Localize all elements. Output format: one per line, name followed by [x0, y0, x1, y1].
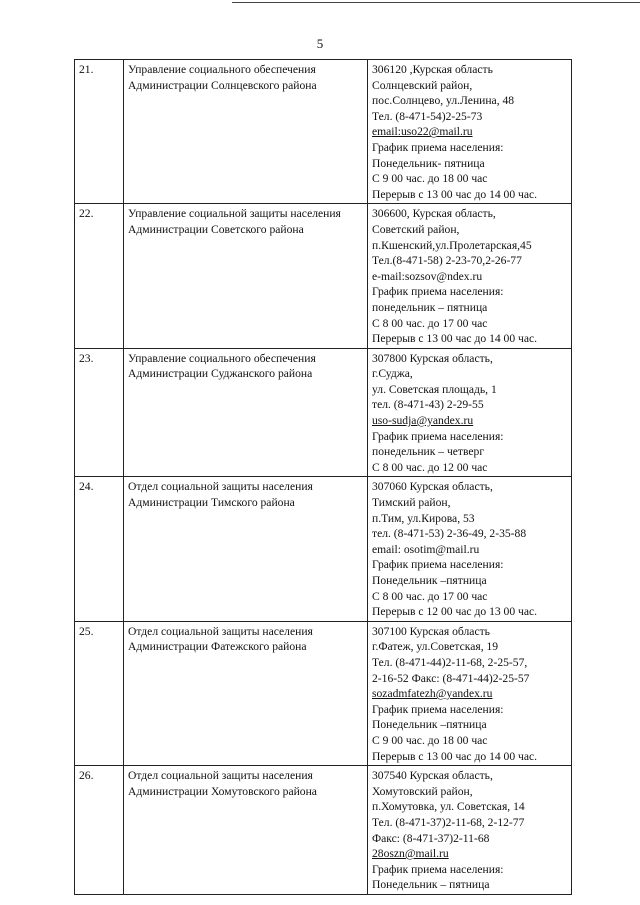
address-line: Хомутовский район,	[372, 784, 473, 798]
table-row	[75, 348, 572, 477]
row-number: 21.	[75, 60, 124, 204]
address-line: 307800 Курская область,	[372, 351, 493, 365]
agency-contacts	[368, 477, 572, 621]
schedule-days: Понедельник –пятница	[372, 574, 487, 587]
email-line[interactable]: uso-sudja@yandex.ru	[372, 414, 474, 428]
address-line: ул. Советская площадь, 1	[372, 382, 497, 396]
schedule-hours: С 9 00 час. до 18 00 час	[372, 172, 488, 186]
phone-line: Тел. (8-471-54)2-25-73	[372, 109, 483, 123]
agency-contacts	[368, 60, 572, 204]
schedule-days: Понедельник – пятница	[372, 878, 490, 892]
top-rule	[232, 2, 640, 3]
schedule-heading: График приема населения:	[372, 702, 504, 716]
agency-name-text: Отдел социальной защиты населения Администрации Хомутовского района	[128, 769, 317, 798]
schedule-break: Перерыв с 13 00 час до 14 00 час.	[372, 332, 538, 346]
address-line: Тимский район,	[372, 496, 451, 510]
agency-name-text: Управление социального обеспечения Администрации Суджанского района	[128, 351, 316, 381]
schedule-hours: С 9 00 час. до 18 00 час	[372, 733, 488, 747]
address-line: 307060 Курская область,	[372, 480, 493, 494]
agency-name-text: Отдел социальной защиты населения Администрации Фатежского района	[128, 624, 313, 654]
schedule-hours: С 8 00 час. до 12 00 час	[372, 460, 488, 474]
address-line: г.Суджа,	[372, 367, 413, 381]
address-line: пос.Солнцево, ул.Ленина, 48	[372, 94, 515, 108]
agency-name	[124, 766, 368, 895]
agency-name	[124, 204, 368, 348]
email-line[interactable]: 28oszn@mail.ru	[372, 847, 449, 861]
schedule-break: Перерыв с 13 00 час до 14 00 час.	[372, 187, 538, 201]
schedule-heading: График приема населения:	[372, 429, 504, 443]
address-line: 306600, Курская область,	[372, 207, 496, 221]
schedule-heading: График приема населения:	[372, 558, 504, 572]
schedule-break: Перерыв с 12 00 час до 13 00 час.	[372, 605, 538, 619]
schedule-heading: График приема населения:	[372, 285, 504, 299]
agency-table	[74, 59, 572, 895]
table-row	[75, 204, 572, 348]
phone-line: 2-16-52 Факс: (8-471-44)2-25-57	[372, 671, 530, 685]
address-line: 307100 Курская область	[372, 624, 490, 638]
schedule-days: Понедельник –пятница	[372, 718, 487, 732]
agency-name	[124, 60, 368, 204]
schedule-hours: С 8 00 час. до 17 00 час	[372, 316, 488, 330]
table-row	[75, 60, 572, 204]
agency-name-text: Управление социального обеспечения Администрации Солнцевского района	[128, 63, 317, 92]
schedule-hours: С 8 00 час. до 17 00 час	[372, 589, 488, 603]
schedule-days: Понедельник- пятница	[372, 156, 485, 170]
phone-line: тел. (8-471-53) 2-36-49, 2-35-88	[372, 527, 527, 541]
fax-line: Факс: (8-471-37)2-11-68	[372, 831, 490, 845]
schedule-heading: График приема населения:	[372, 862, 504, 876]
phone-line: Тел. (8-471-44)2-11-68, 2-25-57,	[372, 655, 528, 669]
address-line: п.Хомутовка, ул. Советская, 14	[372, 800, 525, 814]
row-number: 23.	[75, 348, 124, 477]
address-line: г.Фатеж, ул.Советская, 19	[372, 640, 499, 654]
phone-line: Тел. (8-471-37)2-11-68, 2-12-77	[372, 815, 525, 829]
agency-contacts	[368, 204, 572, 348]
address-line: Солнцевский район,	[372, 78, 473, 92]
agency-name	[124, 621, 368, 765]
table-row	[75, 477, 572, 621]
row-number: 22.	[75, 204, 124, 348]
row-number: 25.	[75, 621, 124, 765]
email-line[interactable]: e-mail:sozsov@ndex.ru	[372, 269, 483, 283]
table-row	[75, 766, 572, 895]
address-line: 307540 Курская область,	[372, 769, 493, 783]
email-line[interactable]: email: osotim@mail.ru	[372, 542, 480, 556]
agency-contacts	[368, 621, 572, 765]
agency-name	[124, 348, 368, 477]
address-line: Советский район,	[372, 222, 460, 236]
schedule-days: понедельник – четверг	[372, 445, 485, 459]
table-row	[75, 621, 572, 765]
agency-contacts	[368, 766, 572, 895]
phone-line: Тел.(8-471-58) 2-23-70,2-26-77	[372, 254, 522, 268]
agency-contacts	[368, 348, 572, 477]
address-line: 306120 ,Курская область	[372, 63, 493, 76]
address-line: п.Тим, ул.Кирова, 53	[372, 511, 475, 525]
row-number: 24.	[75, 477, 124, 621]
email-line[interactable]: email:uso22@mail.ru	[372, 125, 473, 139]
email-line[interactable]: sozadmfatezh@yandex.ru	[372, 687, 493, 701]
agency-name-text: Управление социальной защиты населения Администрации Советского района	[128, 207, 341, 236]
schedule-days: понедельник – пятница	[372, 300, 488, 314]
row-number: 26.	[75, 766, 124, 895]
address-line: п.Кшенский,ул.Пролетарская,45	[372, 238, 532, 252]
schedule-heading: График приема населения:	[372, 140, 504, 154]
agency-name	[124, 477, 368, 621]
agency-name-text: Отдел социальной защиты населения Администрации Тимского района	[128, 480, 313, 510]
page-number: 5	[316, 36, 324, 51]
phone-line: тел. (8-471-43) 2-29-55	[372, 398, 484, 412]
schedule-break: Перерыв с 13 00 час до 14 00 час.	[372, 749, 538, 763]
